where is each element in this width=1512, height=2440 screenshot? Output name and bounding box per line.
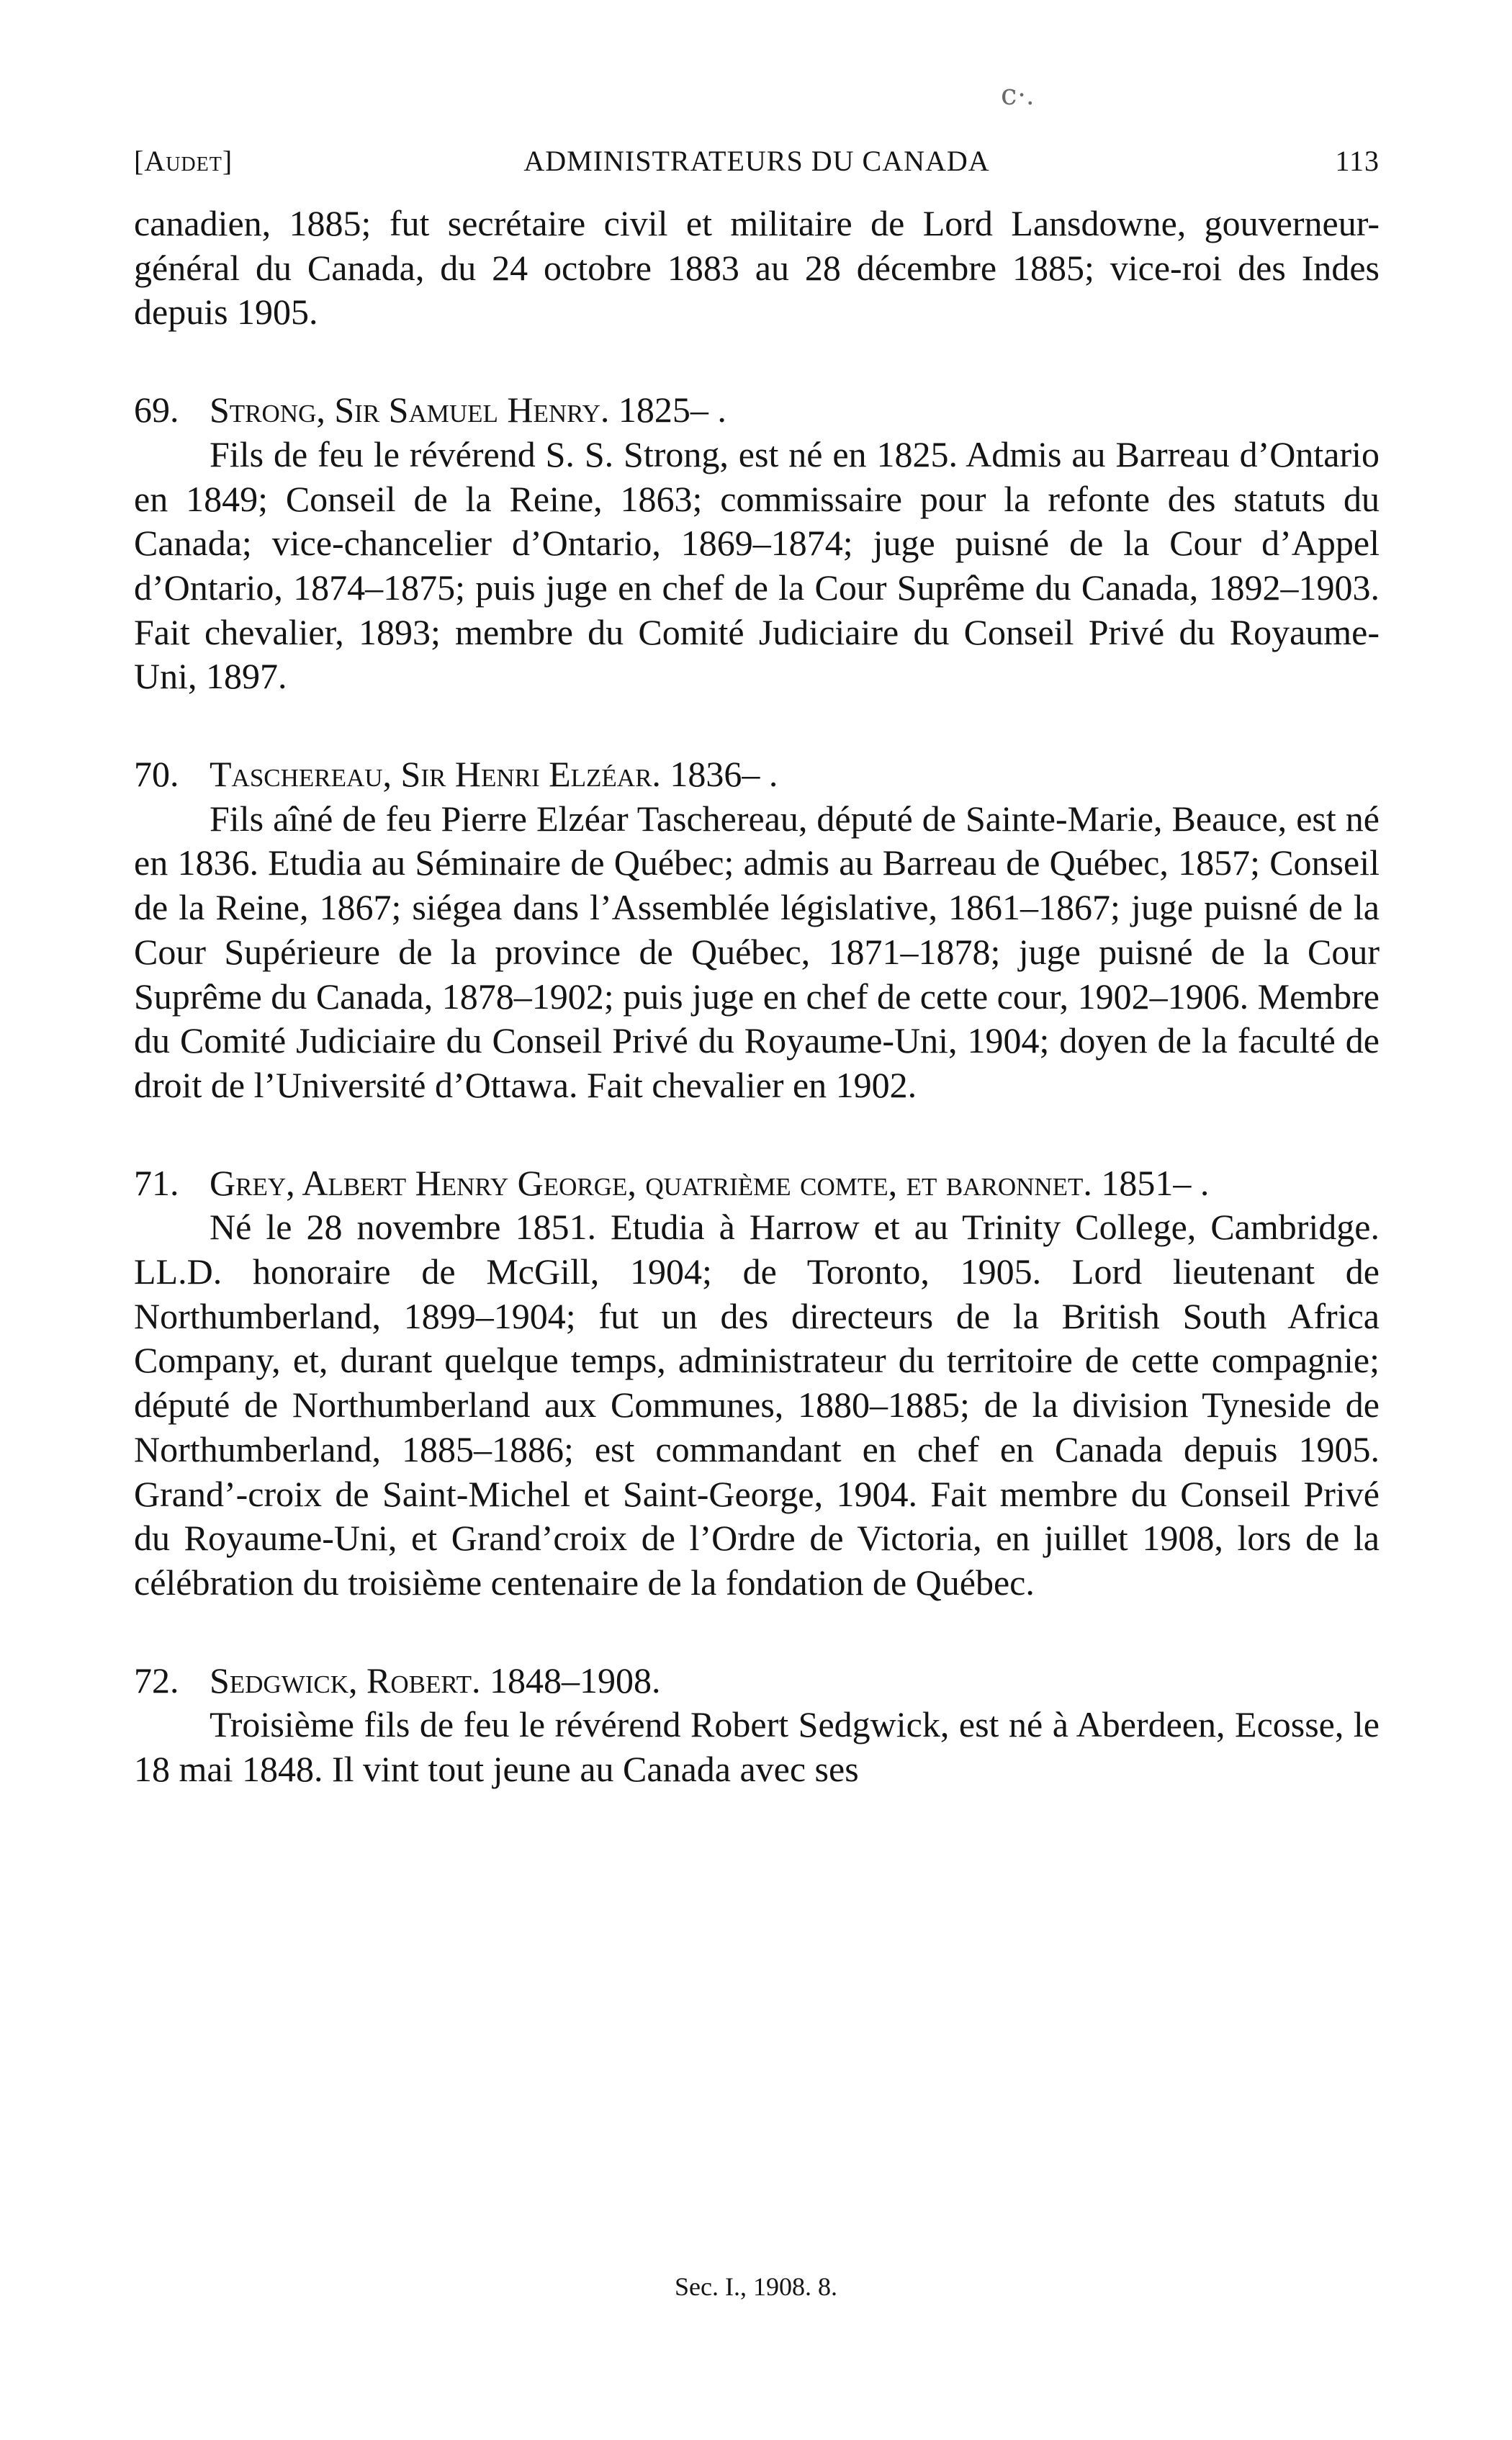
entry-paragraph: Troisième fils de feu le révérend Robert Sedgwick, est né à Aberdeen, Ecosse, le 18 mai 1848. Il vint tout jeune au Canada avec ses — [134, 1704, 1380, 1790]
scan-mark: ⅽ·. — [1001, 78, 1034, 111]
entry-heading-text: Grey, Albert Henry George, quatrième comte, et baronnet. 1851– . — [210, 1162, 1210, 1203]
entry-heading — [134, 1161, 1380, 1206]
entry-paragraph: Né le 28 novembre 1851. Etudia à Harrow et au Trinity College, Cambridge. LL.D. honoraire de McGill, 1904; de Toronto, 1905. Lord lieutenant de Northumberland, 1899–1904; fut un des directeurs de la British South Africa Company, et, durant quelque temps, administrateur du territoire de cette compagnie; député de Northumberland aux Communes, 1880–1885; de la division Tyneside de Northumberland, 1885–1886; est commandant en chef en Canada depuis 1905. Grand’-croix de Saint-Michel et Saint-George, 1904. Fait membre du Conseil Privé du Royaume-Uni, et Grand’croix de l’Ordre de Victoria, en juillet 1908, lors de la célébration du troisième centenaire de la fondation de Québec. — [134, 1207, 1380, 1603]
page-footer: Sec. I., 1908. 8. — [675, 2272, 837, 2301]
entry-69 — [134, 388, 1380, 699]
header-author: [Audet] — [134, 145, 233, 177]
entry-heading — [134, 388, 1380, 433]
header-title: ADMINISTRATEURS DU CANADA — [523, 145, 990, 177]
continuation-paragraph: canadien, 1885; fut secrétaire civil et militaire de Lord Lansdowne, gouverneur-général du Canada, du 24 octobre 1883 au 28 décembre 1885; vice-roi des Indes depuis 1905. — [134, 203, 1380, 333]
entry-71 — [134, 1161, 1380, 1606]
entry-paragraph: Fils aîné de feu Pierre Elzéar Taschereau, député de Sainte-Marie, Beauce, est né en 1836. Etudia au Séminaire de Québec; admis au Barreau de Québec, 1857; Conseil de la Reine, 1867; siégea dans l’Assemblée législative, 1861–1867; juge puisné de la Cour Supérieure de la province de Québec, 1871–1878; juge puisné de la Cour Suprême du Canada, 1878–1902; puis juge en chef de cette cour, 1902–1906. Membre du Comité Judiciaire du Conseil Privé du Royaume-Uni, 1904; doyen de la faculté de droit de l’Université d’Ottawa. Fait chevalier en 1902. — [134, 798, 1380, 1105]
page-content — [134, 144, 1380, 1792]
entry-heading — [134, 752, 1380, 797]
entry-number: 71. — [134, 1162, 179, 1203]
entry-number: 72. — [134, 1660, 179, 1701]
entry-number: 70. — [134, 754, 179, 795]
running-head — [134, 144, 1380, 187]
entry-heading-text: Sedgwick, Robert. 1848–1908. — [210, 1660, 661, 1701]
entry-paragraph: Fils de feu le révérend S. S. Strong, est né en 1825. Admis au Barreau d’Ontario en 1849; Conseil de la Reine, 1863; commissaire pour la refonte des statuts du Canada; vice-chancelier d’Ontario, 1869–1874; juge puisné de la Cour d’Appel d’Ontario, 1874–1875; puis juge en chef de la Cour Suprême du Canada, 1892–1903. Fait chevalier, 1893; membre du Comité Judiciaire du Conseil Privé du Royaume-Uni, 1897. — [134, 433, 1380, 697]
entry-number: 69. — [134, 390, 179, 431]
entry-heading-text: Strong, Sir Samuel Henry. 1825– . — [210, 390, 726, 431]
entry-body — [134, 1703, 1380, 1791]
entry-body — [134, 433, 1380, 699]
entry-body — [134, 1205, 1380, 1605]
entry-body — [134, 797, 1380, 1108]
entry-heading-text: Taschereau, Sir Henri Elzéar. 1836– . — [210, 754, 778, 795]
page-number: 113 — [1335, 145, 1380, 177]
entry-70 — [134, 752, 1380, 1108]
entry-heading — [134, 1659, 1380, 1703]
entry-72 — [134, 1659, 1380, 1792]
